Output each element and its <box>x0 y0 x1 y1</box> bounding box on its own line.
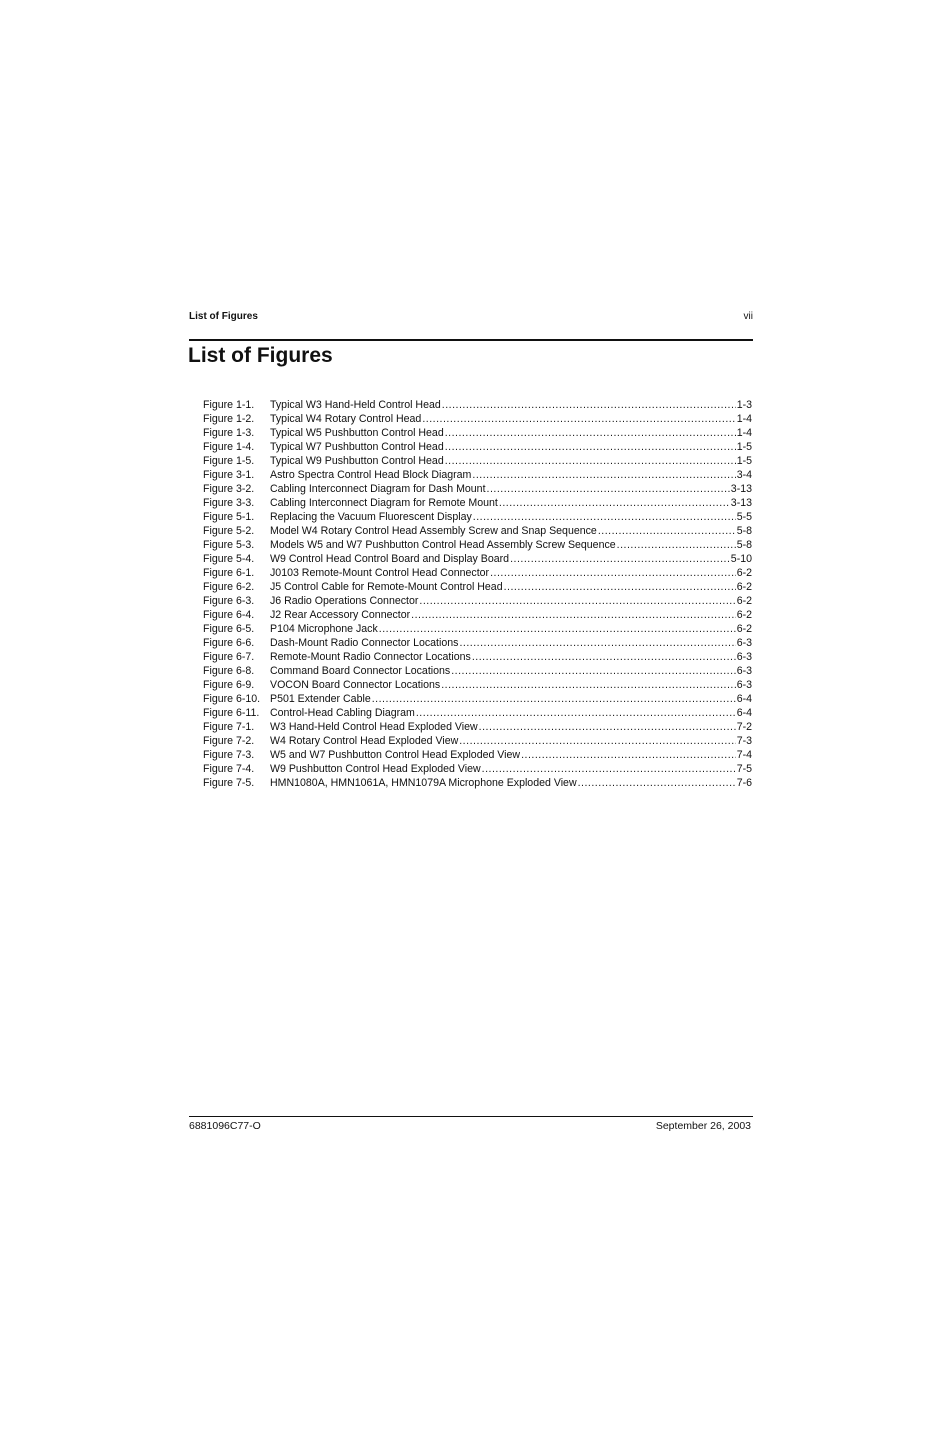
figure-entry[interactable] <box>203 636 752 650</box>
figure-entry[interactable] <box>203 706 752 720</box>
figure-number: Figure 1-3. <box>203 427 255 439</box>
figure-entry[interactable] <box>203 566 752 580</box>
figure-title: Remote-Mount Radio Connector Locations <box>270 651 471 663</box>
dot-leader <box>445 454 736 468</box>
dot-leader <box>451 664 735 678</box>
dot-leader <box>479 720 736 734</box>
figure-entry[interactable] <box>203 762 752 776</box>
figure-entry[interactable] <box>203 664 752 678</box>
figure-number: Figure 5-3. <box>203 539 255 551</box>
figure-page-number: 6-3 <box>736 651 752 663</box>
figure-title: W3 Hand-Held Control Head Exploded View <box>270 721 478 733</box>
figure-title: W9 Control Head Control Board and Display Board <box>270 553 510 565</box>
figure-number: Figure 7-2. <box>203 735 255 747</box>
dot-leader <box>459 636 735 650</box>
figure-title: Typical W9 Pushbutton Control Head <box>270 455 444 467</box>
dot-leader <box>422 412 735 426</box>
dot-leader <box>459 734 735 748</box>
figure-number: Figure 5-1. <box>203 511 255 523</box>
figure-number: Figure 3-1. <box>203 469 255 481</box>
figure-page-number: 7-6 <box>736 777 752 789</box>
figure-number: Figure 5-4. <box>203 553 255 565</box>
figure-number: Figure 6-11. <box>203 707 260 719</box>
dot-leader <box>441 678 736 692</box>
figure-entry[interactable] <box>203 482 752 496</box>
figure-page-number: 7-4 <box>736 749 752 761</box>
dot-leader <box>372 692 736 706</box>
figure-number: Figure 3-3. <box>203 497 255 509</box>
figure-title: Cabling Interconnect Diagram for Remote Mount <box>270 497 498 509</box>
figure-entry[interactable] <box>203 538 752 552</box>
dot-leader <box>473 510 736 524</box>
dot-leader <box>504 580 736 594</box>
dot-leader <box>442 398 736 412</box>
figure-number: Figure 6-10. <box>203 693 261 705</box>
figure-page-number: 3-13 <box>730 497 752 509</box>
footer-rule <box>189 1116 753 1117</box>
figure-number: Figure 3-2. <box>203 483 255 495</box>
dot-leader <box>419 594 735 608</box>
figure-title: W5 and W7 Pushbutton Control Head Exploded View <box>270 749 521 761</box>
figure-page-number: 5-5 <box>736 511 752 523</box>
figure-title: Typical W3 Hand-Held Control Head <box>270 399 441 411</box>
header-section-title: List of Figures <box>189 311 258 322</box>
dot-leader <box>490 566 736 580</box>
figure-number: Figure 6-5. <box>203 623 255 635</box>
figure-title: J5 Control Cable for Remote-Mount Control Head <box>270 581 503 593</box>
figure-entry[interactable] <box>203 748 752 762</box>
figures-list <box>203 398 752 790</box>
figure-entry[interactable] <box>203 580 752 594</box>
figure-entry[interactable] <box>203 720 752 734</box>
figure-number: Figure 6-8. <box>203 665 255 677</box>
figure-entry[interactable] <box>203 594 752 608</box>
dot-leader <box>379 622 736 636</box>
dot-leader <box>617 538 736 552</box>
running-header <box>189 311 753 325</box>
figure-title: HMN1080A, HMN1061A, HMN1079A Microphone Exploded View <box>270 777 577 789</box>
figure-page-number: 6-4 <box>736 693 752 705</box>
figure-entry[interactable] <box>203 440 752 454</box>
figure-number: Figure 5-2. <box>203 525 255 537</box>
figure-number: Figure 1-4. <box>203 441 255 453</box>
figure-title: W4 Rotary Control Head Exploded View <box>270 735 459 747</box>
footer-date: September 26, 2003 <box>655 1120 751 1132</box>
figure-page-number: 6-3 <box>736 637 752 649</box>
figure-number: Figure 6-2. <box>203 581 255 593</box>
figure-page-number: 3-4 <box>736 469 752 481</box>
figure-number: Figure 6-3. <box>203 595 255 607</box>
figure-title: Models W5 and W7 Pushbutton Control Head Assembly Screw Sequence <box>270 539 616 551</box>
figure-title: J2 Rear Accessory Connector <box>270 609 411 621</box>
figure-entry[interactable] <box>203 776 752 790</box>
figure-number: Figure 6-4. <box>203 609 255 621</box>
figure-page-number: 1-5 <box>736 455 752 467</box>
figure-entry[interactable] <box>203 622 752 636</box>
figure-title: Typical W7 Pushbutton Control Head <box>270 441 444 453</box>
figure-entry[interactable] <box>203 678 752 692</box>
figure-entry[interactable] <box>203 608 752 622</box>
figure-page-number: 1-5 <box>736 441 752 453</box>
dot-leader <box>472 650 736 664</box>
figure-page-number: 1-4 <box>736 427 752 439</box>
dot-leader <box>598 524 736 538</box>
figure-page-number: 6-3 <box>736 679 752 691</box>
figure-entry[interactable] <box>203 552 752 566</box>
figure-number: Figure 1-2. <box>203 413 255 425</box>
figure-page-number: 1-4 <box>736 413 752 425</box>
figure-entry[interactable] <box>203 412 752 426</box>
figure-page-number: 7-3 <box>736 735 752 747</box>
figure-page-number: 5-8 <box>736 525 752 537</box>
figure-title: Control-Head Cabling Diagram <box>270 707 415 719</box>
figure-page-number: 6-3 <box>736 665 752 677</box>
footer-document-number: 6881096C77-O <box>189 1120 261 1132</box>
figure-entry[interactable] <box>203 510 752 524</box>
figure-page-number: 6-4 <box>736 707 752 719</box>
figure-title: P104 Microphone Jack <box>270 623 378 635</box>
figure-page-number: 6-2 <box>736 609 752 621</box>
figure-number: Figure 7-1. <box>203 721 255 733</box>
dot-leader <box>521 748 736 762</box>
figure-title: J6 Radio Operations Connector <box>270 595 419 607</box>
figure-entry[interactable] <box>203 524 752 538</box>
figure-title: Cabling Interconnect Diagram for Dash Mount <box>270 483 486 495</box>
figure-title: Dash-Mount Radio Connector Locations <box>270 637 459 649</box>
figure-title: Typical W4 Rotary Control Head <box>270 413 422 425</box>
figure-page-number: 6-2 <box>736 581 752 593</box>
figure-title: W9 Pushbutton Control Head Exploded View <box>270 763 481 775</box>
figure-number: Figure 6-6. <box>203 637 255 649</box>
figure-number: Figure 6-1. <box>203 567 255 579</box>
dot-leader <box>482 762 736 776</box>
figure-page-number: 1-3 <box>736 399 752 411</box>
figure-entry[interactable] <box>203 650 752 664</box>
figure-title: Model W4 Rotary Control Head Assembly Screw and Snap Sequence <box>270 525 597 537</box>
figure-title: P501 Extender Cable <box>270 693 371 705</box>
figure-title: Typical W5 Pushbutton Control Head <box>270 427 444 439</box>
page-title: List of Figures <box>188 344 333 367</box>
header-rule <box>189 339 753 341</box>
figure-entry[interactable] <box>203 454 752 468</box>
figure-title: Replacing the Vacuum Fluorescent Display <box>270 511 472 523</box>
dot-leader <box>487 482 730 496</box>
figure-number: Figure 1-1. <box>203 399 255 411</box>
figure-entry[interactable] <box>203 468 752 482</box>
figure-number: Figure 6-9. <box>203 679 255 691</box>
figure-number: Figure 6-7. <box>203 651 255 663</box>
running-footer <box>189 1120 751 1134</box>
figure-entry[interactable] <box>203 496 752 510</box>
figure-entry[interactable] <box>203 398 752 412</box>
figure-number: Figure 1-5. <box>203 455 255 467</box>
figure-number: Figure 7-5. <box>203 777 255 789</box>
figure-title: Astro Spectra Control Head Block Diagram <box>270 469 472 481</box>
figure-number: Figure 7-4. <box>203 763 255 775</box>
dot-leader <box>510 552 730 566</box>
figure-page-number: 3-13 <box>730 483 752 495</box>
dot-leader <box>416 706 736 720</box>
figure-page-number: 5-8 <box>736 539 752 551</box>
figure-page-number: 5-10 <box>730 553 752 565</box>
dot-leader <box>578 776 736 790</box>
figure-title: J0103 Remote-Mount Control Head Connector <box>270 567 490 579</box>
figure-page-number: 6-2 <box>736 567 752 579</box>
figure-page-number: 7-2 <box>736 721 752 733</box>
figure-title: Command Board Connector Locations <box>270 665 451 677</box>
figure-entry[interactable] <box>203 426 752 440</box>
dot-leader <box>472 468 735 482</box>
dot-leader <box>411 608 736 622</box>
figure-number: Figure 7-3. <box>203 749 255 761</box>
figure-page-number: 6-2 <box>736 595 752 607</box>
figure-entry[interactable] <box>203 692 752 706</box>
figure-title: VOCON Board Connector Locations <box>270 679 441 691</box>
header-page-number: vii <box>743 311 753 322</box>
dot-leader <box>499 496 730 510</box>
figure-entry[interactable] <box>203 734 752 748</box>
dot-leader <box>445 440 736 454</box>
figure-page-number: 6-2 <box>736 623 752 635</box>
figure-page-number: 7-5 <box>736 763 752 775</box>
dot-leader <box>445 426 736 440</box>
